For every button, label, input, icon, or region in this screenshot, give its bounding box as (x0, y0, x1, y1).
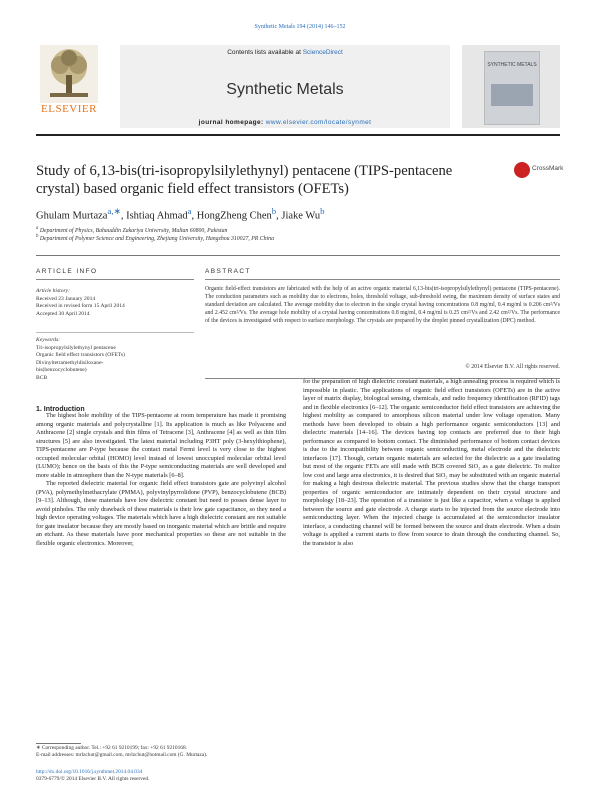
journal-citation[interactable]: Synthetic Metals 194 (2014) 146–152 (254, 24, 346, 30)
author-list: Ghulam Murtaza$^{a,∗}$, Ishtiaq Ahmad$^a$, HongZheng Chen$^b$, Jiake Wu$^b$ (36, 206, 325, 222)
homepage-link[interactable]: www.elsevier.com/locate/synmet (265, 119, 372, 126)
article-history (36, 288, 196, 318)
homepage-line (120, 119, 450, 126)
header-rule (36, 134, 560, 136)
history-label: Article history: (36, 288, 71, 294)
author-sup[interactable]: a (187, 206, 192, 216)
journal-title: Synthetic Metals (226, 81, 344, 98)
publisher-logo-text: ELSEVIER (41, 103, 97, 115)
keyword: Organic field effect transistors (OFETs) (36, 352, 125, 359)
contents-prefix: Contents lists available at (227, 49, 303, 56)
article-info-heading: ARTICLE INFO (36, 268, 98, 275)
elsevier-tree-icon (40, 45, 98, 103)
footnote (36, 745, 286, 759)
author-sup[interactable]: a,∗ (107, 206, 121, 216)
body-paragraph: for the preparation of high dielectric constant materials, a high annealing process is required which is impossible in plastic. The applications of organic field effect transistors (OFETs) are in the active layer of matrix display, biological sensing, chemicals, and radio frequency identification (RFID) tags and in flexible electronics [6–12]. The organic semiconductor field effect transistors are achieving the highest mobility as compared to amorphous silicon material under low voltage operation. Many methods have been developed to obtain a high performance organic semiconductors [13] and dielectric materials [14–16]. The devices having top contacts are preferred due to their high performance as compared to bottom contact. The diminished performance of bottom contact devices is due to the incompatibility between organic semiconducting, metal electrode and the dielectric interfaces [17]. Though, certain organic materials are selected for the dielectric as a gate insulating but most of the organic FETs are still made with BCB covered SiO₂ as a gate dielectric. To realize low cost and large area electronics, it is desired that SiO₂ may be substituted with an organic material for making a high desirous dielectric material. The previous studies show that the charge transport properties of organic semiconductor are intimately dependent on their crystal structure and morphology [18–23]. The operation of a transistor is just like a capacitor, when a voltage is applied between the source and gate electrode. A charge starts to be injected from the source electrode into semiconducting layer. When the injected charge is accumulated at the semiconductor insulator interface, a conducting channel will be formed between the source and drain electrode. When a drain voltage is applied a current starts to flow from source to drain through the conducting channel. So, the transistor is also (303, 378, 560, 547)
affiliation (36, 226, 560, 234)
keyword: bis(benzocyclobutene) (36, 367, 87, 374)
keyword: BCB (36, 374, 48, 381)
affiliation-sup: a (36, 226, 39, 231)
author-name[interactable]: Ghulam Murtaza (36, 210, 108, 222)
issn-line: 0379-6779/© 2014 Elsevier B.V. All rights reserved. (36, 776, 150, 782)
footnote-email[interactable]: E-mail addresses: mrlzchut@gmail.com, mrlzchut@hotmail.com (G. Murtaza). (36, 752, 208, 758)
history-entry: Received in revised form 15 April 2014 (36, 303, 125, 310)
keyword: Divinyltetramethyldisiloxane- (36, 359, 104, 366)
cover-band (491, 84, 533, 106)
article-title: Study of 6,13-bis(tri-isopropylsilylethynyl) pentacene (TIPS-pentacene crystal) based organic field effect transistors (OFETs) (36, 163, 453, 197)
crossmark-label: CrossMark (532, 165, 564, 172)
body-column-left (36, 412, 286, 548)
elsevier-logo (36, 45, 101, 125)
body-column-right (303, 378, 560, 548)
abstract-heading: ABSTRACT (205, 268, 251, 275)
section-divider (36, 255, 560, 256)
keywords (36, 337, 196, 383)
doi-link[interactable]: http://dx.doi.org/10.1016/j.synthmet.2014.04.034 (36, 769, 143, 775)
abstract-rule (205, 279, 560, 280)
affiliation-text: Department of Physics, Bahauddin Zakariya University, Multan 60800, Pakistan (39, 227, 228, 234)
keywords-label: Keywords: (36, 337, 61, 343)
author-name[interactable]: Jiake Wu (281, 210, 321, 222)
section-heading: 1. Introduction (36, 406, 85, 413)
abstract-copyright: © 2014 Elsevier B.V. All rights reserved. (465, 364, 560, 370)
crossmark-icon (514, 162, 530, 178)
journal-cover (462, 45, 560, 128)
affiliation-text: Department of Polymer Science and Engineering, Zhejiang University, Hangzhou 310027, PR China (39, 235, 274, 242)
author-sup[interactable]: b (320, 206, 325, 216)
footnote-rule (36, 743, 81, 744)
cover-image (484, 51, 540, 125)
abstract-text: Organic field-effect transistors are fabricated with the help of an active organic material 6,13-bis(tri-isopropylsilylethynyl) pentacene (TIPS-pentacene). The conduction parameters such as mobility due to electrons, holes, threshold voltage, sub-threshold swing, the maximum density of surface states and standard deviation are calculated. The average mobility due to electron in the single crystal having concentrations 0.8 mg/ml, 0.4 mg/ml is 0.206 cm²/Vs and 2.452 cm²/Vs. The average hole mobility of a crystal having concentrations 0.8 mg/ml, 0.4 mg/ml is 0.25 cm²/Vs and 2.42 cm²/Vs. The performance of the devices is investigated with respect to surface morphology. The crystals are prepared by the droplet pinned crystallization (DPC) method. (205, 286, 560, 325)
journal-header (120, 45, 450, 128)
author-name[interactable]: HongZheng Chen (196, 210, 272, 222)
affiliation (36, 234, 560, 242)
crossmark-badge[interactable] (514, 160, 564, 182)
keywords-rule (36, 332, 194, 333)
sciencedirect-link[interactable]: ScienceDirect (302, 49, 343, 56)
body-paragraph: The reported dielectric material for organic field effect transistors gate are polyvinyl alcohol (PVA), polymethylmethacrylate (PMMA), polyvinylpyrrolidone (PVP), benzocyclobutene (BCB) [9–13]. Although, these materials have low dielectric constant but need to posses dense layer to avoid pinholes. The only drawback of these materials is their low gate capacitance, so they need a high device operating voltages. The materials which have a high dielectric constant are not suitable for gate insulator because they are mostly based on inorganic material which are brittle and require an etchant. As these materials have poor mechanical properties so these are not suitable in the flexible organic electronics. Moreover, (36, 480, 286, 547)
affiliation-sup: b (36, 234, 39, 239)
article-info-rule (36, 279, 194, 280)
keyword: Tri-isopropylsilylethynyl pentacene (36, 344, 116, 351)
contents-line (120, 49, 450, 56)
history-entry: Received 23 January 2014 (36, 295, 96, 302)
history-entry: Accepted 30 April 2014 (36, 310, 90, 317)
author-name[interactable]: Ishtiaq Ahmad (126, 210, 188, 222)
homepage-prefix: journal homepage: (198, 119, 266, 126)
cover-title: SYNTHETIC METALS (487, 62, 537, 68)
body-paragraph: The highest hole mobility of the TIPS-pentacene at room temperature has made it promising among organic materials and polycrystalline [1]. Its application is much as like Polyacene and Anthracene [2] single crystals and thin films of Tetracene [3], Anthracene [4] as well as thin film structures [5] are also investigated. The latest material including P3HT poly (3-hexylthiophene), TIPS-pentacene are P-type because the contact metal Fermi level is very close to the highest occupied molecular orbital (HOMO) level instead of lowest unoccupied molecular orbital level (LUMO); hence on the basis of this the P-type semiconducting materials are well developed and more stable in atmosphere than the N-type materials [6–8]. (36, 412, 286, 479)
author-sup[interactable]: b (271, 206, 277, 216)
footnote-corresponding: ∗ Corresponding author. Tel.: +92 61 9210199; fax: +92 61 9210168. (36, 745, 188, 751)
